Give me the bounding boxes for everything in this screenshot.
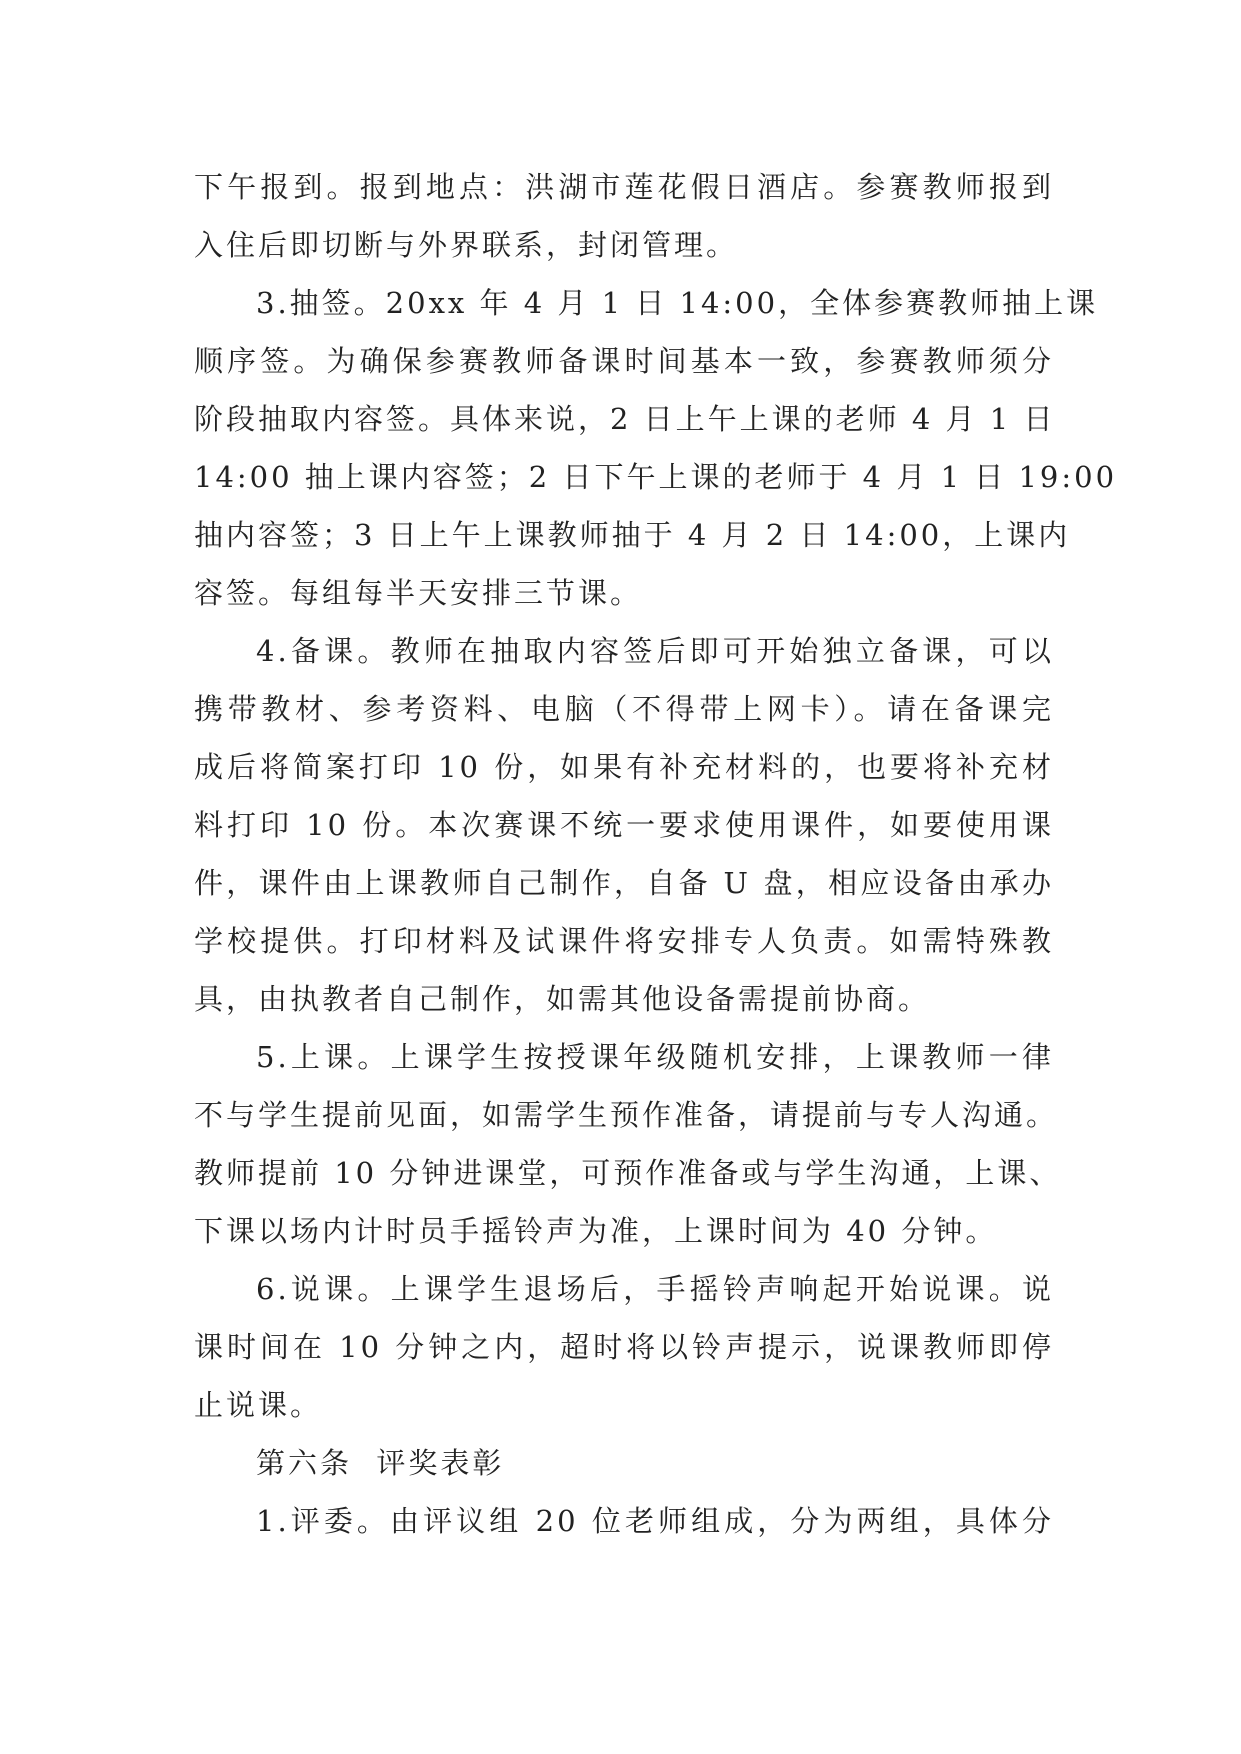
paragraph-start-line: 6.说课。上课学生退场后，手摇铃声响起开始说课。说 xyxy=(256,1272,1054,1306)
text-line: 学校提供。打印材料及试课件将安排专人负责。如需特殊教 xyxy=(194,924,1054,958)
text-line: 携带教材、参考资料、电脑（不得带上网卡）。请在备课完 xyxy=(194,692,1054,726)
text-line: 容签。每组每半天安排三节课。 xyxy=(194,576,643,610)
text-line: 不与学生提前见面，如需学生预作准备，请提前与专人沟通。 xyxy=(194,1098,1059,1132)
paragraph-start-line: 1.评委。由评议组 20 位老师组成，分为两组，具体分 xyxy=(256,1504,1054,1538)
text-line: 件，课件由上课教师自己制作，自备 U 盘，相应设备由承办 xyxy=(194,866,1054,900)
text-line: 下午报到。报到地点：洪湖市莲花假日酒店。参赛教师报到 xyxy=(194,170,1054,204)
text-line: 入住后即切断与外界联系，封闭管理。 xyxy=(194,228,739,262)
text-line: 成后将简案打印 10 份，如果有补充材料的，也要将补充材 xyxy=(194,750,1054,784)
text-line: 14:00 抽上课内容签；2 日下午上课的老师于 4 月 1 日 19:00 xyxy=(194,460,1118,494)
text-line: 止说课。 xyxy=(194,1388,323,1422)
paragraph-start-line: 4.备课。教师在抽取内容签后即可开始独立备课，可以 xyxy=(256,634,1054,668)
text-line: 抽内容签；3 日上午上课教师抽于 4 月 2 日 14:00，上课内 xyxy=(194,518,1071,552)
paragraph-start-line: 3.抽签。20xx 年 4 月 1 日 14:00，全体参赛教师抽上课 xyxy=(256,286,1099,320)
text-line: 具，由执教者自己制作，如需其他设备需提前协商。 xyxy=(194,982,931,1016)
text-line: 料打印 10 份。本次赛课不统一要求使用课件，如要使用课 xyxy=(194,808,1054,842)
text-line: 课时间在 10 分钟之内，超时将以铃声提示，说课教师即停 xyxy=(194,1330,1054,1364)
text-line: 教师提前 10 分钟进课堂，可预作准备或与学生沟通，上课、 xyxy=(194,1156,1062,1190)
section-heading: 第六条 评奖表彰 xyxy=(256,1446,505,1480)
document-body xyxy=(194,158,1118,1550)
paragraph-start-line: 5.上课。上课学生按授课年级随机安排，上课教师一律 xyxy=(256,1040,1054,1074)
text-line: 顺序签。为确保参赛教师备课时间基本一致，参赛教师须分 xyxy=(194,344,1054,378)
text-line: 阶段抽取内容签。具体来说，2 日上午上课的老师 4 月 1 日 xyxy=(194,402,1056,436)
text-line: 下课以场内计时员手摇铃声为准，上课时间为 40 分钟。 xyxy=(194,1214,998,1248)
